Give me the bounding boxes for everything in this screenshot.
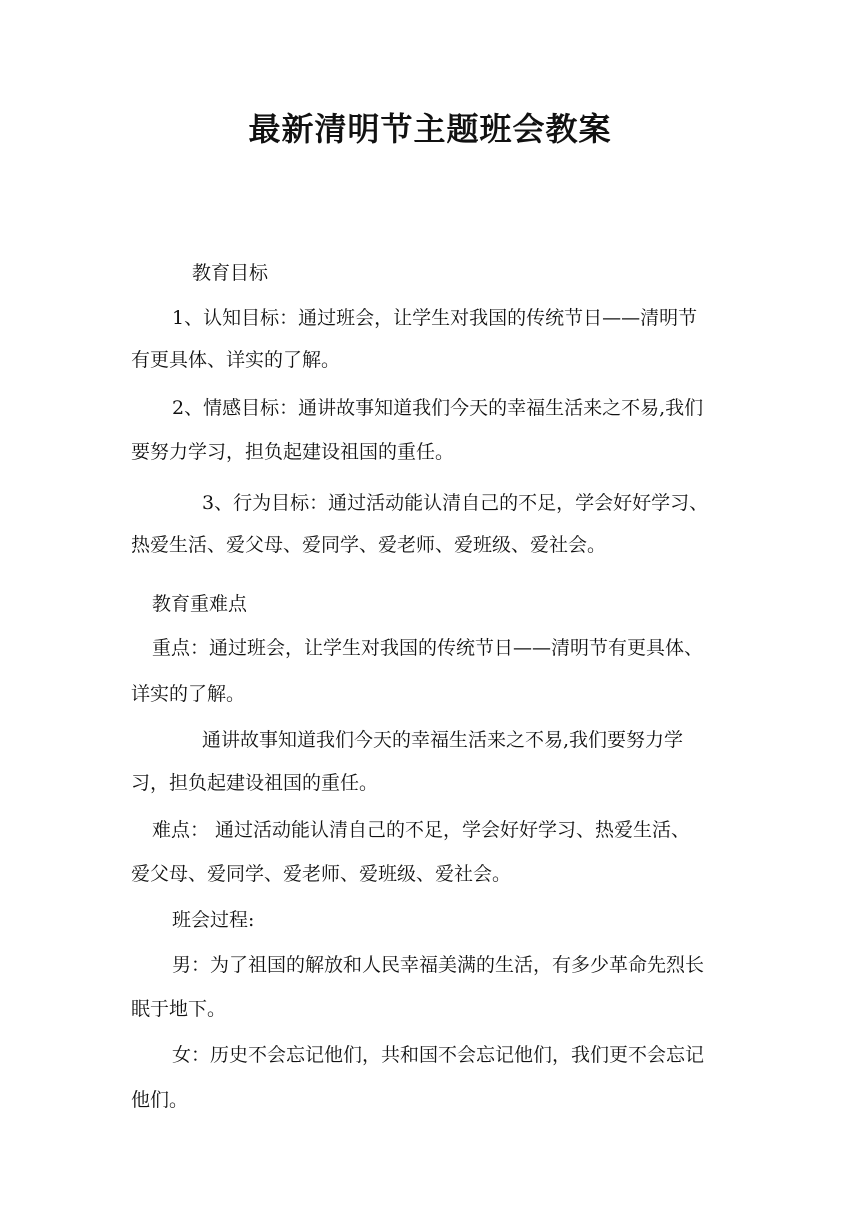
paragraph-line: 眠于地下。 — [131, 998, 227, 1020]
paragraph-line: 他们。 — [131, 1089, 189, 1111]
paragraph-line: 通讲故事知道我们今天的幸福生活来之不易,我们要努力学 — [202, 729, 684, 751]
paragraph-line: 3、行为目标：通过活动能认清自己的不足，学会好好学习、 — [202, 492, 709, 514]
paragraph-line: 女：历史不会忘记他们，共和国不会忘记他们，我们更不会忘记 — [172, 1044, 705, 1066]
section-heading-key-points: 教育重难点 — [152, 593, 248, 615]
paragraph-line: 热爱生活、爱父母、爱同学、爱老师、爱班级、爱社会。 — [131, 534, 607, 556]
paragraph-line: 习，担负起建设祖国的重任。 — [131, 772, 379, 794]
paragraph-line: 2、情感目标：通讲故事知道我们今天的幸福生活来之不易,我们 — [172, 397, 704, 419]
paragraph-line: 详实的了解。 — [131, 683, 246, 705]
paragraph-line: 爱父母、爱同学、爱老师、爱班级、爱社会。 — [131, 863, 512, 885]
document-title: 最新清明节主题班会教案 — [248, 110, 612, 148]
paragraph-line: 有更具体、详实的了解。 — [131, 349, 341, 371]
paragraph-line: 要努力学习，担负起建设祖国的重任。 — [131, 441, 455, 463]
paragraph-line: 重点：通过班会，让学生对我国的传统节日——清明节有更具体、 — [152, 637, 704, 659]
section-heading-process: 班会过程: — [172, 909, 255, 931]
section-heading-objectives: 教育目标 — [192, 262, 269, 284]
paragraph-line: 1、认知目标：通过班会，让学生对我国的传统节日——清明节 — [172, 307, 698, 329]
paragraph-line: 男：为了祖国的解放和人民幸福美满的生活，有多少革命先烈长 — [172, 954, 705, 976]
paragraph-line: 难点： 通过活动能认清自己的不足，学会好好学习、热爱生活、 — [152, 819, 691, 841]
